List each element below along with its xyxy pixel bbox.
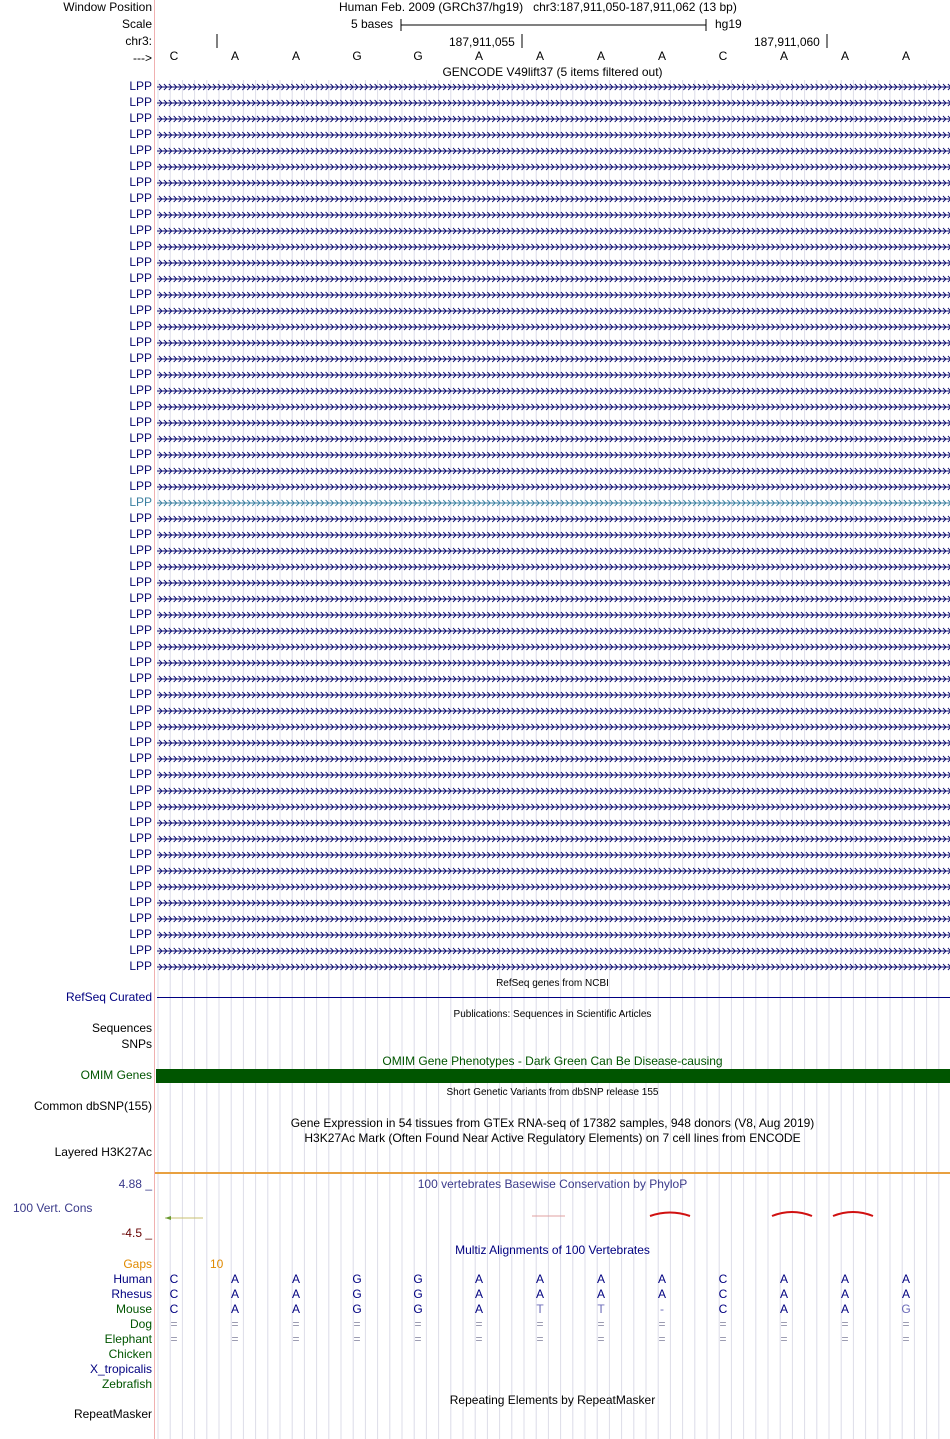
alignment-base: T	[536, 1302, 544, 1316]
gene-transcript-row[interactable]	[155, 335, 950, 351]
gene-label[interactable]: LPP	[129, 495, 152, 509]
alignment-base: =	[719, 1317, 727, 1331]
alignment-base: =	[231, 1332, 239, 1346]
gene-label[interactable]: LPP	[129, 591, 152, 605]
alignment-base: =	[353, 1317, 361, 1331]
gene-label[interactable]: LPP	[129, 895, 152, 909]
gencode-title[interactable]: GENCODE V49lift37 (5 items filtered out)	[442, 65, 663, 79]
gene-label[interactable]: LPP	[129, 655, 152, 669]
gene-transcript-row[interactable]	[155, 767, 950, 783]
multiz-title[interactable]: Multiz Alignments of 100 Vertebrates	[455, 1243, 650, 1257]
alignment-base: -	[660, 1302, 664, 1316]
alignment-base: A	[230, 1272, 239, 1286]
sequence-base: G	[413, 49, 423, 63]
h3k27ac-signal-line	[155, 1172, 950, 1174]
strand-label[interactable]: --->	[133, 51, 152, 65]
alignment-base: A	[779, 1287, 788, 1301]
gene-label[interactable]: LPP	[129, 127, 152, 141]
gene-label[interactable]: LPP	[129, 303, 152, 317]
alignment-base: G	[901, 1302, 911, 1316]
refseq-title[interactable]: RefSeq genes from NCBI	[496, 978, 609, 989]
alignment-base: A	[535, 1272, 544, 1286]
alignment-base: A	[901, 1272, 910, 1286]
sequence-base: A	[535, 49, 544, 63]
alignment-base: T	[597, 1302, 605, 1316]
gene-transcript-row[interactable]	[155, 847, 950, 863]
window-position-label: Window Position	[63, 0, 152, 14]
gene-transcript-row[interactable]	[155, 111, 950, 127]
gene-label[interactable]: LPP	[129, 911, 152, 925]
alignment-base: C	[718, 1287, 728, 1301]
gene-label[interactable]: LPP	[129, 111, 152, 125]
alignment-base: A	[840, 1287, 849, 1301]
gene-transcript-row[interactable]	[155, 223, 950, 239]
alignment-base: =	[902, 1332, 910, 1346]
sequence-base: C	[169, 49, 179, 63]
gene-label[interactable]: LPP	[129, 799, 152, 813]
gene-transcript-row[interactable]	[155, 447, 950, 463]
coord-label-1: 187,911,055	[449, 35, 515, 49]
gene-label[interactable]: LPP	[129, 703, 152, 717]
gene-transcript-row[interactable]	[155, 511, 950, 527]
gene-label[interactable]: LPP	[129, 239, 152, 253]
alignment-base: =	[231, 1317, 239, 1331]
ruler-ticks	[155, 33, 950, 49]
gene-transcript-row[interactable]	[155, 383, 950, 399]
alignment-base: C	[169, 1287, 179, 1301]
gene-label[interactable]: LPP	[129, 191, 152, 205]
gene-label[interactable]: LPP	[129, 639, 152, 653]
alignment-base: A	[657, 1287, 666, 1301]
sequence-base: A	[474, 49, 483, 63]
gene-label[interactable]: LPP	[129, 383, 152, 397]
phylop-min-label: -4.5 _	[121, 1226, 152, 1240]
alignment-base: G	[352, 1272, 362, 1286]
refseq-gene-line[interactable]	[157, 997, 950, 998]
gene-transcript-row[interactable]	[155, 895, 950, 911]
omim-title[interactable]: OMIM Gene Phenotypes - Dark Green Can Be Disease-causing	[382, 1054, 723, 1068]
alignment-base: G	[413, 1287, 423, 1301]
gene-transcript-row[interactable]	[155, 127, 950, 143]
gene-label[interactable]: LPP	[129, 255, 152, 269]
refseq-track-label[interactable]: RefSeq Curated	[65, 990, 152, 1004]
alignment-base: =	[475, 1317, 483, 1331]
gene-transcript-row[interactable]	[155, 255, 950, 271]
gene-transcript-row[interactable]	[155, 623, 950, 639]
alignment-base: =	[658, 1317, 666, 1331]
gene-transcript-row[interactable]	[155, 751, 950, 767]
gene-transcript-row[interactable]	[155, 687, 950, 703]
gene-transcript-row[interactable]	[155, 879, 950, 895]
species-label[interactable]: Dog	[129, 1317, 152, 1331]
alignment-base: A	[230, 1287, 239, 1301]
gene-transcript-row[interactable]	[155, 479, 950, 495]
gene-transcript-row[interactable]	[155, 783, 950, 799]
gene-label[interactable]: LPP	[129, 959, 152, 973]
gene-transcript-row[interactable]	[155, 639, 950, 655]
alignment-base: C	[718, 1302, 728, 1316]
gene-label[interactable]: LPP	[129, 719, 152, 733]
gene-transcript-row[interactable]	[155, 831, 950, 847]
assembly-text: Human Feb. 2009 (GRCh37/hg19)	[339, 0, 524, 14]
alignment-base: A	[657, 1272, 666, 1286]
repeatmasker-track-label[interactable]: RepeatMasker	[73, 1407, 152, 1421]
alignment-base: =	[658, 1332, 666, 1346]
gene-label[interactable]: LPP	[129, 575, 152, 589]
gene-label[interactable]: LPP	[129, 943, 152, 957]
position-text: chr3:187,911,050-187,911,062 (13 bp)	[533, 0, 737, 14]
gene-transcript-row[interactable]	[155, 815, 950, 831]
gene-transcript-row[interactable]	[155, 143, 950, 159]
alignment-base: A	[474, 1302, 483, 1316]
sequences-track-label[interactable]: Sequences	[91, 1021, 152, 1035]
sequence-base: A	[291, 49, 300, 63]
alignment-base: A	[230, 1302, 239, 1316]
alignment-base: =	[170, 1317, 178, 1331]
alignment-base: A	[291, 1287, 300, 1301]
publications-title[interactable]: Publications: Sequences in Scientific Articles	[453, 1009, 652, 1020]
coord-label-2: 187,911,060	[754, 35, 820, 49]
gene-label[interactable]: LPP	[129, 783, 152, 797]
gene-transcript-row[interactable]	[155, 399, 950, 415]
gene-transcript-row[interactable]	[155, 959, 950, 975]
alignment-base: =	[414, 1332, 422, 1346]
repeatmasker-title[interactable]: Repeating Elements by RepeatMasker	[449, 1393, 656, 1407]
species-label[interactable]: Human	[113, 1272, 152, 1286]
gene-label[interactable]: LPP	[129, 159, 152, 173]
gene-label[interactable]: LPP	[129, 271, 152, 285]
gene-label[interactable]: LPP	[129, 463, 152, 477]
scale-bar	[395, 17, 715, 33]
alignment-base: =	[902, 1317, 910, 1331]
gene-transcript-row[interactable]	[155, 175, 950, 191]
gene-label[interactable]: LPP	[129, 735, 152, 749]
sequence-base: C	[718, 49, 728, 63]
gene-transcript-row[interactable]	[155, 239, 950, 255]
gene-transcript-row[interactable]	[155, 671, 950, 687]
alignment-base: C	[169, 1302, 179, 1316]
gtex-title[interactable]: Gene Expression in 54 tissues from GTEx RNA-seq of 17382 samples, 948 donors (V8, Aug 2019)	[290, 1116, 815, 1130]
phylop-max-label: 4.88 _	[118, 1177, 152, 1191]
gene-transcript-row[interactable]	[155, 559, 950, 575]
gene-transcript-row[interactable]	[155, 95, 950, 111]
gene-transcript-row[interactable]	[155, 543, 950, 559]
gene-transcript-row[interactable]	[155, 463, 950, 479]
gene-transcript-row[interactable]	[155, 287, 950, 303]
db-tag: hg19	[715, 17, 742, 31]
alignment-base: =	[841, 1332, 849, 1346]
alignment-base: A	[901, 1287, 910, 1301]
alignment-base: G	[413, 1272, 423, 1286]
gene-label[interactable]: LPP	[129, 671, 152, 685]
sequence-base: A	[657, 49, 666, 63]
sequence-base: A	[596, 49, 605, 63]
alignment-base: A	[291, 1272, 300, 1286]
alignment-base: =	[353, 1332, 361, 1346]
gene-label[interactable]: LPP	[129, 175, 152, 189]
gene-label[interactable]: LPP	[129, 607, 152, 621]
gene-transcript-row[interactable]	[155, 351, 950, 367]
alignment-base: =	[414, 1317, 422, 1331]
sequence-base: A	[901, 49, 910, 63]
gene-label[interactable]: LPP	[129, 527, 152, 541]
alignment-base: =	[475, 1332, 483, 1346]
gene-transcript-row[interactable]	[155, 575, 950, 591]
dbsnp-title[interactable]: Short Genetic Variants from dbSNP release 155	[446, 1087, 659, 1098]
gene-label[interactable]: LPP	[129, 543, 152, 557]
gene-transcript-row[interactable]	[155, 303, 950, 319]
h3k27ac-track-label[interactable]: Layered H3K27Ac	[54, 1145, 152, 1159]
gene-label[interactable]: LPP	[129, 751, 152, 765]
alignment-base: A	[474, 1272, 483, 1286]
gene-transcript-row[interactable]	[155, 415, 950, 431]
gene-label[interactable]: LPP	[129, 815, 152, 829]
assembly-title	[339, 0, 737, 15]
species-label[interactable]: Zebrafish	[101, 1377, 152, 1391]
species-label[interactable]: Elephant	[104, 1332, 152, 1346]
alignment-base: =	[719, 1332, 727, 1346]
gene-transcript-row[interactable]	[155, 607, 950, 623]
alignment-base: A	[840, 1272, 849, 1286]
phylop-title[interactable]: 100 vertebrates Basewise Conservation by PhyloP	[417, 1177, 688, 1191]
alignment-base: =	[292, 1317, 300, 1331]
gene-label[interactable]: LPP	[129, 767, 152, 781]
track-data-area[interactable]	[155, 0, 950, 1439]
gene-transcript-row[interactable]	[155, 591, 950, 607]
alignment-base: =	[780, 1317, 788, 1331]
alignment-base: =	[292, 1332, 300, 1346]
gene-transcript-row[interactable]	[155, 79, 950, 95]
alignment-base: A	[596, 1287, 605, 1301]
alignment-base: G	[413, 1302, 423, 1316]
species-label[interactable]: Chicken	[108, 1347, 152, 1361]
phylop-signal	[155, 1205, 950, 1225]
phylop-track-label[interactable]: 100 Vert. Cons	[13, 1201, 93, 1215]
gene-transcript-row[interactable]	[155, 319, 950, 335]
gene-label[interactable]: LPP	[129, 879, 152, 893]
snps-track-label[interactable]: SNPs	[121, 1037, 152, 1051]
species-label[interactable]: Mouse	[115, 1302, 152, 1316]
gene-transcript-row[interactable]	[155, 191, 950, 207]
gene-label[interactable]: LPP	[129, 95, 152, 109]
alignment-base: C	[169, 1272, 179, 1286]
gene-label[interactable]: LPP	[129, 79, 152, 93]
alignment-base: A	[474, 1287, 483, 1301]
track-label-column	[0, 0, 155, 1439]
gene-transcript-row[interactable]	[155, 911, 950, 927]
alignment-base: =	[536, 1317, 544, 1331]
alignment-base: =	[597, 1317, 605, 1331]
gene-label[interactable]: LPP	[129, 415, 152, 429]
gene-label[interactable]: LPP	[129, 207, 152, 221]
gene-label[interactable]: LPP	[129, 223, 152, 237]
gene-label[interactable]: LPP	[129, 447, 152, 461]
alignment-base: =	[536, 1332, 544, 1346]
gene-label[interactable]: LPP	[129, 831, 152, 845]
scale-label: Scale	[121, 17, 152, 31]
gene-transcript-row[interactable]	[155, 431, 950, 447]
gene-label[interactable]: LPP	[129, 399, 152, 413]
alignment-base: A	[596, 1272, 605, 1286]
gene-label[interactable]: LPP	[129, 479, 152, 493]
gene-transcript-row[interactable]	[155, 527, 950, 543]
gene-transcript-row[interactable]	[155, 495, 950, 511]
gaps-label: Gaps	[123, 1257, 152, 1271]
gene-label[interactable]: LPP	[129, 687, 152, 701]
h3k27ac-title[interactable]: H3K27Ac Mark (Often Found Near Active Regulatory Elements) on 7 cell lines from ENCODE	[304, 1131, 801, 1145]
gene-transcript-row[interactable]	[155, 799, 950, 815]
omim-track-label[interactable]: OMIM Genes	[80, 1068, 152, 1082]
gene-label[interactable]: LPP	[129, 287, 152, 301]
gene-label[interactable]: LPP	[129, 143, 152, 157]
sequence-base: A	[230, 49, 239, 63]
alignment-base: A	[840, 1302, 849, 1316]
alignment-base: G	[352, 1302, 362, 1316]
sequence-base: A	[840, 49, 849, 63]
alignment-base: A	[291, 1302, 300, 1316]
gene-transcript-row[interactable]	[155, 719, 950, 735]
gene-transcript-row[interactable]	[155, 735, 950, 751]
species-label[interactable]: Rhesus	[111, 1287, 152, 1301]
gaps-value: 10	[210, 1257, 224, 1271]
gene-label[interactable]: LPP	[129, 559, 152, 573]
sequence-base: A	[779, 49, 788, 63]
gene-label[interactable]: LPP	[129, 927, 152, 941]
gene-label[interactable]: LPP	[129, 431, 152, 445]
scale-text: 5 bases	[351, 17, 394, 31]
gene-label[interactable]: LPP	[129, 367, 152, 381]
gene-label[interactable]: LPP	[129, 351, 152, 365]
alignment-base: C	[718, 1272, 728, 1286]
alignment-base: =	[170, 1332, 178, 1346]
alignment-base: A	[779, 1302, 788, 1316]
species-label[interactable]: X_tropicalis	[89, 1362, 152, 1376]
gene-transcript-row[interactable]	[155, 703, 950, 719]
gene-transcript-row[interactable]	[155, 207, 950, 223]
omim-bar[interactable]	[156, 1069, 950, 1083]
gene-transcript-row[interactable]	[155, 863, 950, 879]
gene-transcript-row[interactable]	[155, 655, 950, 671]
gene-label[interactable]: LPP	[129, 863, 152, 877]
gene-label[interactable]: LPP	[129, 847, 152, 861]
alignment-base: =	[597, 1332, 605, 1346]
gene-transcript-row[interactable]	[155, 367, 950, 383]
alignment-base: A	[779, 1272, 788, 1286]
gene-label[interactable]: LPP	[129, 335, 152, 349]
dbsnp-track-label[interactable]: Common dbSNP(155)	[33, 1099, 152, 1113]
alignment-base: A	[535, 1287, 544, 1301]
gene-label[interactable]: LPP	[129, 319, 152, 333]
gene-transcript-row[interactable]	[155, 927, 950, 943]
alignment-base: =	[841, 1317, 849, 1331]
chr-label[interactable]: chr3:	[125, 34, 152, 48]
gene-transcript-row[interactable]	[155, 159, 950, 175]
sequence-base: G	[352, 49, 362, 63]
alignment-base: G	[352, 1287, 362, 1301]
gene-label[interactable]: LPP	[129, 623, 152, 637]
gene-transcript-row[interactable]	[155, 271, 950, 287]
gene-label[interactable]: LPP	[129, 511, 152, 525]
alignment-base: =	[780, 1332, 788, 1346]
gene-transcript-row[interactable]	[155, 943, 950, 959]
